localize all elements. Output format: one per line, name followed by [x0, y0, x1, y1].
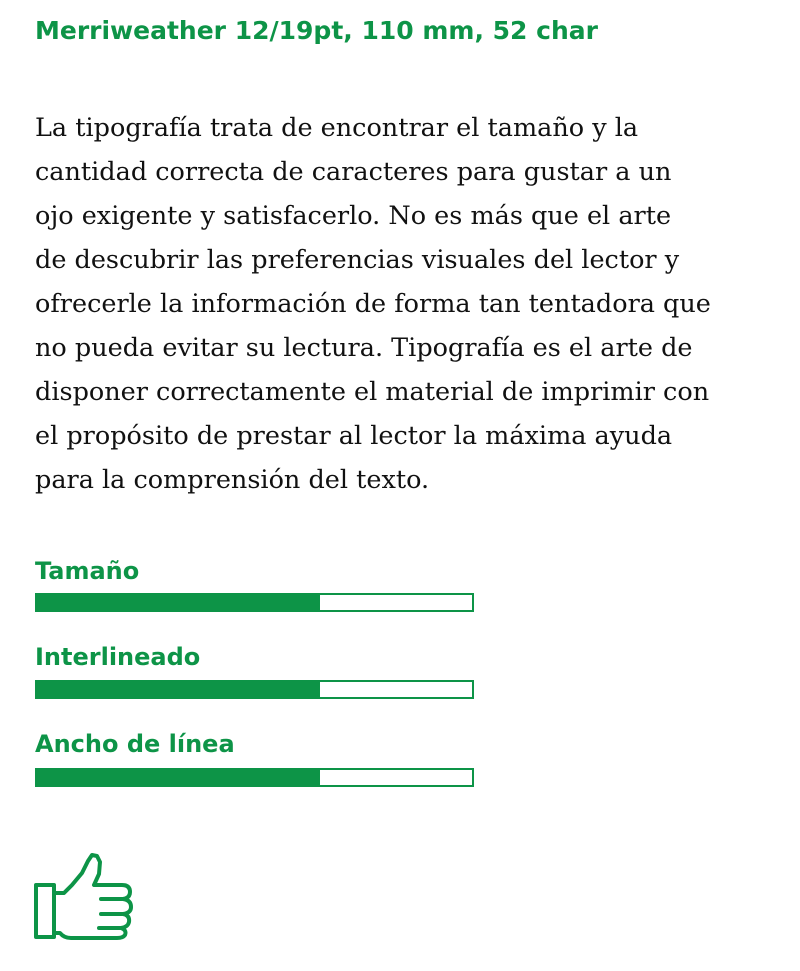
metric-size-label: Tamaño — [35, 557, 140, 585]
sample-line: ofrecerle la información de forma tan tentadora que — [35, 289, 711, 319]
metric-size-bar — [35, 593, 474, 612]
metric-line-width-bar-fill — [37, 770, 320, 785]
metric-leading — [35, 642, 200, 672]
sample-line: para la comprensión del texto. — [35, 465, 430, 495]
typeface-spec-title: Merriweather 12/19pt, 110 mm, 52 char — [35, 16, 598, 45]
metric-line-width-label: Ancho de línea — [35, 730, 235, 758]
sample-line: ojo exigente y satisfacerlo. No es más que el arte — [35, 201, 672, 231]
sample-paragraph — [35, 106, 780, 502]
metric-leading-bar — [35, 680, 474, 699]
sample-line: cantidad correcta de caracteres para gustar a un — [35, 157, 672, 187]
sample-line: no pueda evitar su lectura. Tipografía es el arte de — [35, 333, 693, 363]
metric-line-width — [35, 729, 235, 759]
metric-leading-bar-fill — [37, 682, 320, 697]
thumbs-up-icon — [33, 852, 133, 940]
sample-line: La tipografía trata de encontrar el tamaño y la — [35, 113, 639, 143]
sample-line: el propósito de prestar al lector la máxima ayuda — [35, 421, 673, 451]
metric-line-width-bar — [35, 768, 474, 787]
metric-size — [35, 556, 139, 586]
sample-line: disponer correctamente el material de imprimir con — [35, 377, 710, 407]
metric-leading-label: Interlineado — [35, 643, 201, 671]
metric-size-bar-fill — [37, 595, 320, 610]
sample-line: de descubrir las preferencias visuales del lector y — [35, 245, 680, 275]
